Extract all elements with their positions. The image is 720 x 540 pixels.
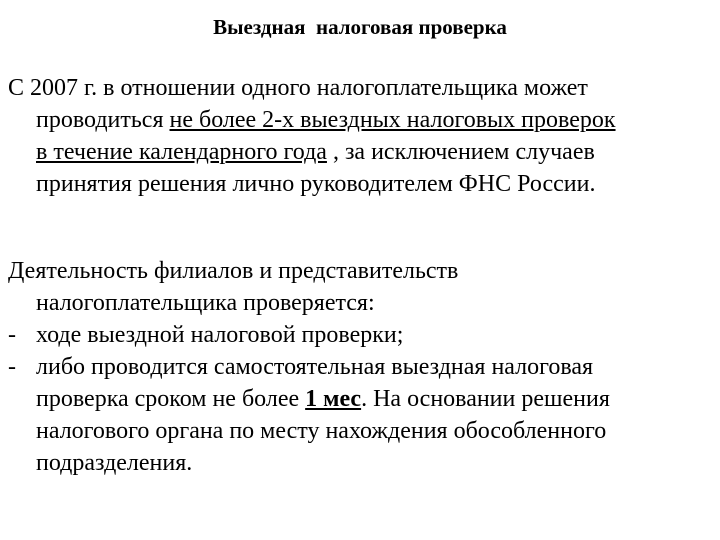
- bullet-dash: -: [8, 354, 16, 380]
- text-line: [8, 104, 714, 136]
- paragraph-branches: [8, 255, 714, 479]
- paragraph-audit-limit: [8, 72, 714, 200]
- text-line: Деятельность филиалов и представительств: [8, 258, 459, 284]
- bullet-dash: -: [8, 322, 16, 348]
- text-fragment: , за исключением случаев: [326, 139, 595, 165]
- text-fragment: проводиться: [36, 107, 170, 133]
- text-line: [8, 383, 714, 415]
- text-line: налогового органа по месту нахождения обособленного: [36, 418, 607, 444]
- text-line: принятия решения лично руководителем ФНС России.: [36, 171, 596, 197]
- page-title: Выездная налоговая проверка: [213, 15, 507, 39]
- underlined-text: не более 2-х выездных налоговых проверок: [169, 107, 616, 133]
- text-line: подразделения.: [36, 450, 193, 476]
- text-line: [8, 136, 714, 168]
- text-fragment: . На основании решения: [361, 386, 610, 412]
- emphasized-text: 1 мес: [305, 386, 362, 412]
- text-line: С 2007 г. в отношении одного налогоплательщика может: [8, 75, 588, 101]
- list-item: [8, 351, 714, 383]
- list-item: [8, 319, 714, 351]
- list-item-text: либо проводится самостоятельная выездная налоговая: [36, 354, 594, 380]
- text-fragment: проверка сроком не более: [36, 386, 306, 412]
- list-item-text: ходе выездной налоговой проверки;: [36, 322, 404, 348]
- underlined-text: в течение календарного года: [36, 139, 327, 165]
- text-line: налогоплательщика проверяется:: [36, 290, 375, 316]
